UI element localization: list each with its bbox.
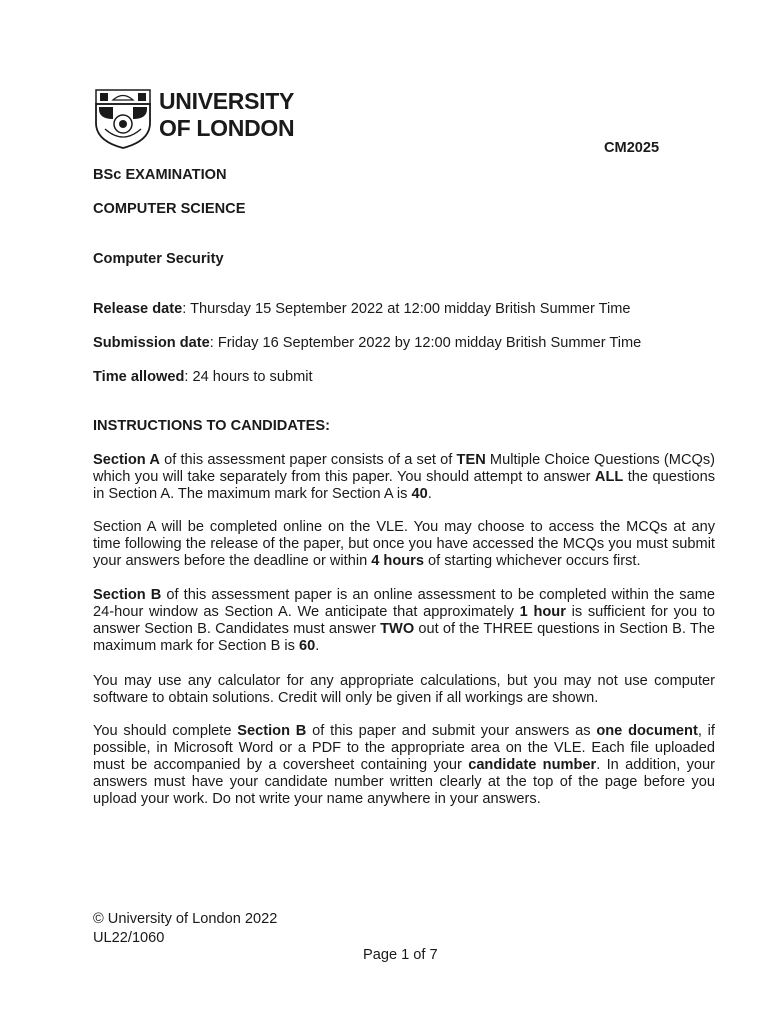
p5-text-2: of this paper and submit your answers as [306,723,597,739]
instructions-heading: INSTRUCTIONS TO CANDIDATES: [93,418,331,434]
p3-bold-3: TWO [380,621,415,637]
p3-bold-2: 1 hour [519,604,566,620]
page-number: Page 1 of 7 [363,947,438,963]
p1-text-4: . [427,486,432,502]
release-label: Release date [93,301,183,317]
p5-text-4: . In addition, your answers must have your candidate number written clearly at the top of the page before you upload your work. Do not write your name anywhere in your answers. [93,757,715,807]
p1-bold-2: TEN [456,452,486,468]
paragraph-section-a [93,452,715,503]
paragraph-section-b [93,587,715,655]
paragraph-vle [93,519,715,570]
time-allowed [93,369,313,386]
module-title: Computer Security [93,251,224,267]
university-logo [95,89,295,151]
subject-title: COMPUTER SCIENCE [93,201,246,217]
p2-bold-1: 4 hours [371,553,424,569]
exam-title: BSc EXAMINATION [93,167,227,183]
paragraph-submission [93,723,715,808]
logo-line-1: UNIVERSITY [159,88,295,114]
p1-bold-1: Section A [93,452,160,468]
p3-text-3: out of the THREE questions in Section B. The maximum mark for Section B is [93,621,715,654]
p3-text-1: of this assessment paper is an online assessment to be completed within the same 24-hour window as Section A. We anticipate that approximately [93,587,715,620]
time-value: : 24 hours to submit [184,369,313,385]
p2-text-2: of starting whichever occurs first. [423,553,641,569]
release-value: : Thursday 15 September 2022 at 12:00 midday British Summer Time [182,301,631,317]
module-code: CM2025 [604,140,660,156]
p1-bold-4: 40 [411,486,428,502]
p1-text-3: the questions in Section A. The maximum mark for Section A is [93,469,715,502]
p5-text-3: , if possible, in Microsoft Word or a PDF to the appropriate area on the VLE. Each file uploaded must be accompanied by a coversheet containing your [93,723,715,773]
p5-bold-3: candidate number [468,757,597,773]
p3-bold-4: 60 [298,638,316,654]
submission-value: : Friday 16 September 2022 by 12:00 midday British Summer Time [209,335,642,351]
paragraph-calculator: You may use any calculator for any appropriate calculations, but you may not use computer software to obtain solutions. Credit will only be given if all workings are shown. [93,673,715,706]
copyright: © University of London 2022 [93,911,278,927]
p3-text-4: . [315,638,320,654]
crest-icon [95,89,151,149]
p1-text-1: of this assessment paper consists of a set of [159,452,457,468]
p3-bold-1: Section B [93,587,162,603]
p1-text-2: Multiple Choice Questions (MCQs) which you will take separately from this paper. You should attempt to answer [93,452,715,485]
logo-text [159,88,294,142]
submission-label: Submission date [93,335,210,351]
p3-text-2: is sufficient for you to answer Section B. Candidates must answer [93,604,716,637]
p5-bold-2: one document [596,723,698,739]
reference-code: UL22/1060 [93,930,165,946]
release-date [93,301,631,318]
p5-text-1: You should complete [93,723,238,739]
time-label: Time allowed [93,369,185,385]
p1-bold-3: ALL [594,469,624,485]
submission-date [93,335,641,352]
p2-text-1: Section A will be completed online on the VLE. You may choose to access the MCQs at any time following the release of the paper, but once you have accessed the MCQs you must submit your answers before the deadline or within [93,519,715,569]
p5-bold-1: Section B [237,723,307,739]
logo-line-2: OF LONDON [159,115,295,141]
